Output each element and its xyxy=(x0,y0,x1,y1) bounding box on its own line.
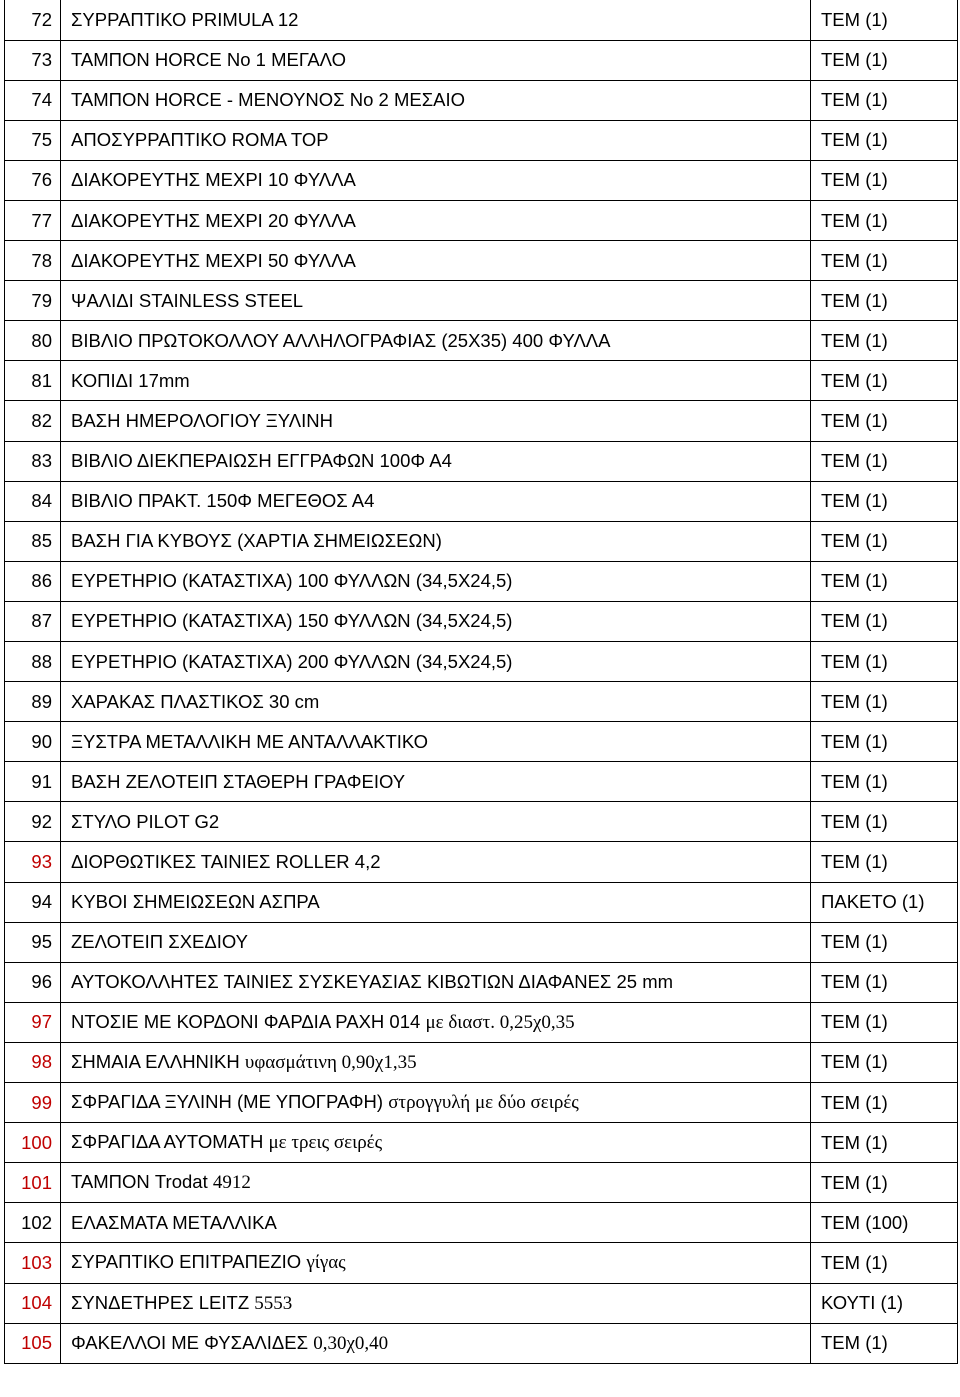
item-description-cell xyxy=(61,1123,811,1163)
table-row xyxy=(5,802,958,842)
item-description-cell xyxy=(61,40,811,80)
item-unit: TEM (1) xyxy=(811,642,958,682)
item-description-cell xyxy=(61,120,811,160)
table-row xyxy=(5,200,958,240)
item-description: ΒΑΣΗ ΓΙΑ ΚΥΒΟΥΣ (ΧΑΡΤΙΑ ΣΗΜΕΙΩΣΕΩΝ) xyxy=(71,530,442,552)
item-unit: TEM (1) xyxy=(811,40,958,80)
item-unit: TEM (1) xyxy=(811,962,958,1002)
item-description-cell xyxy=(61,1042,811,1082)
item-unit: TEM (1) xyxy=(811,241,958,281)
item-description: ΑΠΟΣΥΡΡΑΠΤΙΚΟ ROMA TOP xyxy=(71,129,329,151)
item-number: 87 xyxy=(5,601,61,641)
item-number: 93 xyxy=(5,842,61,882)
item-number: 101 xyxy=(5,1163,61,1203)
item-description-note: 0,30χ0,40 xyxy=(313,1332,389,1354)
item-description: ΚΥΒΟΙ ΣΗΜΕΙΩΣΕΩΝ ΑΣΠΡΑ xyxy=(71,891,320,913)
item-description: ΕΛΑΣΜΑΤΑ ΜΕΤΑΛΛΙΚΑ xyxy=(71,1211,277,1233)
item-number: 86 xyxy=(5,561,61,601)
table-row xyxy=(5,281,958,321)
item-description-cell xyxy=(61,80,811,120)
item-description-cell xyxy=(61,401,811,441)
table-row xyxy=(5,882,958,922)
table-row xyxy=(5,160,958,200)
item-description-cell xyxy=(61,762,811,802)
table-row xyxy=(5,1323,958,1363)
table-row xyxy=(5,361,958,401)
item-number: 100 xyxy=(5,1123,61,1163)
item-unit: TEM (1) xyxy=(811,200,958,240)
item-unit: TEM (1) xyxy=(811,802,958,842)
item-number: 104 xyxy=(5,1283,61,1323)
table-row xyxy=(5,321,958,361)
table-row xyxy=(5,481,958,521)
item-description-note: με τρεις σειρές xyxy=(268,1132,383,1154)
item-number: 98 xyxy=(5,1042,61,1082)
item-unit: TEM (1) xyxy=(811,401,958,441)
item-description: ΣΗΜΑΙΑ ΕΛΛΗΝΙΚΗ xyxy=(71,1050,240,1072)
table-row xyxy=(5,441,958,481)
item-description: ΧΑΡΑΚΑΣ ΠΛΑΣΤΙΚΟΣ 30 cm xyxy=(71,690,320,712)
table-row xyxy=(5,1203,958,1243)
item-unit: TEM (1) xyxy=(811,1042,958,1082)
item-unit: TEM (1) xyxy=(811,1083,958,1123)
item-number: 103 xyxy=(5,1243,61,1283)
item-description-cell xyxy=(61,160,811,200)
item-description-cell xyxy=(61,1283,811,1323)
item-description: ΒΙΒΛΙΟ ΠΡΩΤΟΚΟΛΛΟΥ ΑΛΛΗΛΟΓΡΑΦΙΑΣ (25Χ35) 400 ΦΥΛΛΑ xyxy=(71,329,611,351)
item-number: 74 xyxy=(5,80,61,120)
item-description: ΣΤΥΛΟ PILOT G2 xyxy=(71,810,220,832)
item-description: ΚΟΠΙΔΙ 17mm xyxy=(71,369,190,391)
item-description-note: στρογγυλή με δύο σειρές xyxy=(388,1092,579,1114)
item-unit: TEM (1) xyxy=(811,521,958,561)
item-unit: TEM (100) xyxy=(811,1203,958,1243)
item-description-cell xyxy=(61,1323,811,1363)
item-description-cell xyxy=(61,200,811,240)
table-row xyxy=(5,922,958,962)
item-unit: TEM (1) xyxy=(811,1002,958,1042)
items-table xyxy=(4,0,958,1364)
item-unit: TEM (1) xyxy=(811,281,958,321)
item-description-cell xyxy=(61,682,811,722)
table-row xyxy=(5,1283,958,1323)
item-description: ΒΑΣΗ ΗΜΕΡΟΛΟΓΙΟΥ ΞΥΛΙΝΗ xyxy=(71,409,333,431)
item-description-note: 4912 xyxy=(212,1172,251,1194)
item-number: 102 xyxy=(5,1203,61,1243)
item-description-cell xyxy=(61,1083,811,1123)
item-unit: TEM (1) xyxy=(811,842,958,882)
item-description: ΒΑΣΗ ΖΕΛΟΤΕΙΠ ΣΤΑΘΕΡΗ ΓΡΑΦΕΙΟΥ xyxy=(71,770,406,792)
item-unit: TEM (1) xyxy=(811,1163,958,1203)
table-row xyxy=(5,1083,958,1123)
table-row xyxy=(5,762,958,802)
item-unit: TEM (1) xyxy=(811,80,958,120)
table-row xyxy=(5,601,958,641)
table-row xyxy=(5,561,958,601)
item-description: ΑΥΤΟΚΟΛΛΗΤΕΣ ΤΑΙΝΙΕΣ ΣΥΣΚΕΥΑΣΙΑΣ ΚΙΒΩΤΙΩΝ ΔΙΑΦΑΝΕΣ 25 mm xyxy=(71,971,674,993)
item-description: ΣΦΡΑΓΙΔΑ ΞΥΛΙΝΗ (ΜΕ ΥΠΟΓΡΑΦΗ) xyxy=(71,1091,384,1113)
item-number: 96 xyxy=(5,962,61,1002)
item-description-cell xyxy=(61,722,811,762)
item-unit: TEM (1) xyxy=(811,160,958,200)
table-row xyxy=(5,722,958,762)
item-description: ΔΙΑΚΟΡΕΥΤΗΣ ΜΕΧΡΙ 10 ΦΥΛΛΑ xyxy=(71,169,356,191)
item-number: 81 xyxy=(5,361,61,401)
item-unit: TEM (1) xyxy=(811,722,958,762)
item-unit: TEM (1) xyxy=(811,120,958,160)
item-description: ΕΥΡΕΤΗΡΙΟ (ΚΑΤΑΣΤΙΧΑ) 100 ΦΥΛΛΩΝ (34,5Χ24,5) xyxy=(71,570,513,592)
item-description-cell xyxy=(61,922,811,962)
item-number: 85 xyxy=(5,521,61,561)
item-description: ΣΥΡΑΠΤΙΚΟ ΕΠΙΤΡΑΠΕΖΙΟ xyxy=(71,1251,302,1273)
item-description: ΕΥΡΕΤΗΡΙΟ (ΚΑΤΑΣΤΙΧΑ) 200 ΦΥΛΛΩΝ (34,5Χ24,5) xyxy=(71,650,513,672)
item-description-cell xyxy=(61,561,811,601)
item-description-cell xyxy=(61,1203,811,1243)
items-body xyxy=(5,0,958,1363)
item-description: ΣΥΡΡΑΠΤΙΚΟ PRIMULA 12 xyxy=(71,8,299,30)
item-unit: ΠΑΚΕΤΟ (1) xyxy=(811,882,958,922)
item-number: 73 xyxy=(5,40,61,80)
item-description: ΔΙΑΚΟΡΕΥΤΗΣ ΜΕΧΡΙ 20 ΦΥΛΛΑ xyxy=(71,209,356,231)
item-unit: TEM (1) xyxy=(811,321,958,361)
item-number: 89 xyxy=(5,682,61,722)
item-unit: TEM (1) xyxy=(811,1323,958,1363)
table-row xyxy=(5,521,958,561)
item-number: 83 xyxy=(5,441,61,481)
item-number: 91 xyxy=(5,762,61,802)
item-description-cell xyxy=(61,521,811,561)
item-description-cell xyxy=(61,962,811,1002)
table-row xyxy=(5,0,958,40)
table-row xyxy=(5,642,958,682)
item-number: 88 xyxy=(5,642,61,682)
item-description-cell xyxy=(61,642,811,682)
item-number: 105 xyxy=(5,1323,61,1363)
item-description-note: με διαστ. 0,25χ0,35 xyxy=(425,1011,575,1033)
item-unit: TEM (1) xyxy=(811,361,958,401)
item-unit: TEM (1) xyxy=(811,1243,958,1283)
item-description-cell xyxy=(61,0,811,40)
item-description-cell xyxy=(61,601,811,641)
item-number: 99 xyxy=(5,1083,61,1123)
item-number: 78 xyxy=(5,241,61,281)
item-description: ΖΕΛΟΤΕΙΠ ΣΧΕΔΙΟΥ xyxy=(71,931,249,953)
table-row xyxy=(5,1002,958,1042)
item-unit: TEM (1) xyxy=(811,481,958,521)
item-unit: TEM (1) xyxy=(811,561,958,601)
item-description: ΕΥΡΕΤΗΡΙΟ (ΚΑΤΑΣΤΙΧΑ) 150 ΦΥΛΛΩΝ (34,5Χ24,5) xyxy=(71,610,513,632)
item-description: ΤΑΜΠΟΝ HORCE - ΜΕΝΟΥΝΟΣ No 2 ΜΕΣΑΙΟ xyxy=(71,89,466,111)
item-description-cell xyxy=(61,321,811,361)
item-unit: TEM (1) xyxy=(811,441,958,481)
item-description: ΒΙΒΛΙΟ ΔΙΕΚΠΕΡΑΙΩΣΗ ΕΓΓΡΑΦΩΝ 100Φ Α4 xyxy=(71,450,452,472)
item-number: 82 xyxy=(5,401,61,441)
table-row xyxy=(5,962,958,1002)
item-description-cell xyxy=(61,1002,811,1042)
item-description: ΤΑΜΠΟΝ Trodat xyxy=(71,1171,208,1193)
item-description: ΤΑΜΠΟΝ HORCE No 1 ΜΕΓΑΛΟ xyxy=(71,49,347,71)
item-unit: TEM (1) xyxy=(811,601,958,641)
item-description: ΞΥΣΤΡΑ ΜΕΤΑΛΛΙΚΗ ΜΕ ΑΝΤΑΛΛΑΚΤΙΚΟ xyxy=(71,730,429,752)
item-description: ΣΦΡΑΓΙΔΑ ΑΥΤΟΜΑΤΗ xyxy=(71,1131,264,1153)
item-description: ΝΤΟΣΙΕ ΜΕ ΚΟΡΔΟΝΙ ΦΑΡΔΙΑ ΡΑΧΗ 014 xyxy=(71,1010,421,1032)
item-description-note: υφασμάτινη 0,90χ1,35 xyxy=(244,1051,417,1073)
item-description-note: 5553 xyxy=(254,1292,293,1314)
item-description-cell xyxy=(61,842,811,882)
table-row xyxy=(5,682,958,722)
item-description-note: γίγας xyxy=(306,1252,346,1274)
item-description-cell xyxy=(61,882,811,922)
table-row xyxy=(5,40,958,80)
item-description-cell xyxy=(61,1163,811,1203)
item-number: 95 xyxy=(5,922,61,962)
table-row xyxy=(5,1042,958,1082)
item-number: 75 xyxy=(5,120,61,160)
item-unit: TEM (1) xyxy=(811,0,958,40)
item-number: 94 xyxy=(5,882,61,922)
item-description-cell xyxy=(61,481,811,521)
item-unit: TEM (1) xyxy=(811,762,958,802)
item-description: ΨΑΛΙΔΙ STAINLESS STEEL xyxy=(71,289,304,311)
table-row xyxy=(5,1243,958,1283)
item-unit: ΚΟΥΤΙ (1) xyxy=(811,1283,958,1323)
item-description-cell xyxy=(61,441,811,481)
table-row xyxy=(5,1163,958,1203)
item-description-cell xyxy=(61,241,811,281)
table-row xyxy=(5,80,958,120)
item-description: ΦΑΚΕΛΛΟΙ ΜΕ ΦΥΣΑΛΙΔΕΣ xyxy=(71,1331,309,1353)
item-number: 79 xyxy=(5,281,61,321)
table-row xyxy=(5,401,958,441)
item-unit: TEM (1) xyxy=(811,922,958,962)
item-number: 80 xyxy=(5,321,61,361)
table-row xyxy=(5,842,958,882)
item-description-cell xyxy=(61,361,811,401)
item-number: 76 xyxy=(5,160,61,200)
item-description: ΣΥΝΔΕΤΗΡΕΣ LEITZ xyxy=(71,1291,250,1313)
item-description: ΔΙΑΚΟΡΕΥΤΗΣ ΜΕΧΡΙ 50 ΦΥΛΛΑ xyxy=(71,249,356,271)
item-number: 90 xyxy=(5,722,61,762)
item-description-cell xyxy=(61,281,811,321)
item-description-cell xyxy=(61,802,811,842)
table-row xyxy=(5,1123,958,1163)
item-number: 77 xyxy=(5,200,61,240)
item-number: 72 xyxy=(5,0,61,40)
item-number: 84 xyxy=(5,481,61,521)
item-number: 92 xyxy=(5,802,61,842)
table-row xyxy=(5,120,958,160)
item-unit: TEM (1) xyxy=(811,1123,958,1163)
item-description: ΔΙΟΡΘΩΤΙΚΕΣ ΤΑΙΝΙΕΣ ROLLER 4,2 xyxy=(71,851,381,873)
item-unit: TEM (1) xyxy=(811,682,958,722)
item-number: 97 xyxy=(5,1002,61,1042)
item-description-cell xyxy=(61,1243,811,1283)
item-description: ΒΙΒΛΙΟ ΠΡΑΚΤ. 150Φ ΜΕΓΕΘΟΣ Α4 xyxy=(71,490,375,512)
table-row xyxy=(5,241,958,281)
